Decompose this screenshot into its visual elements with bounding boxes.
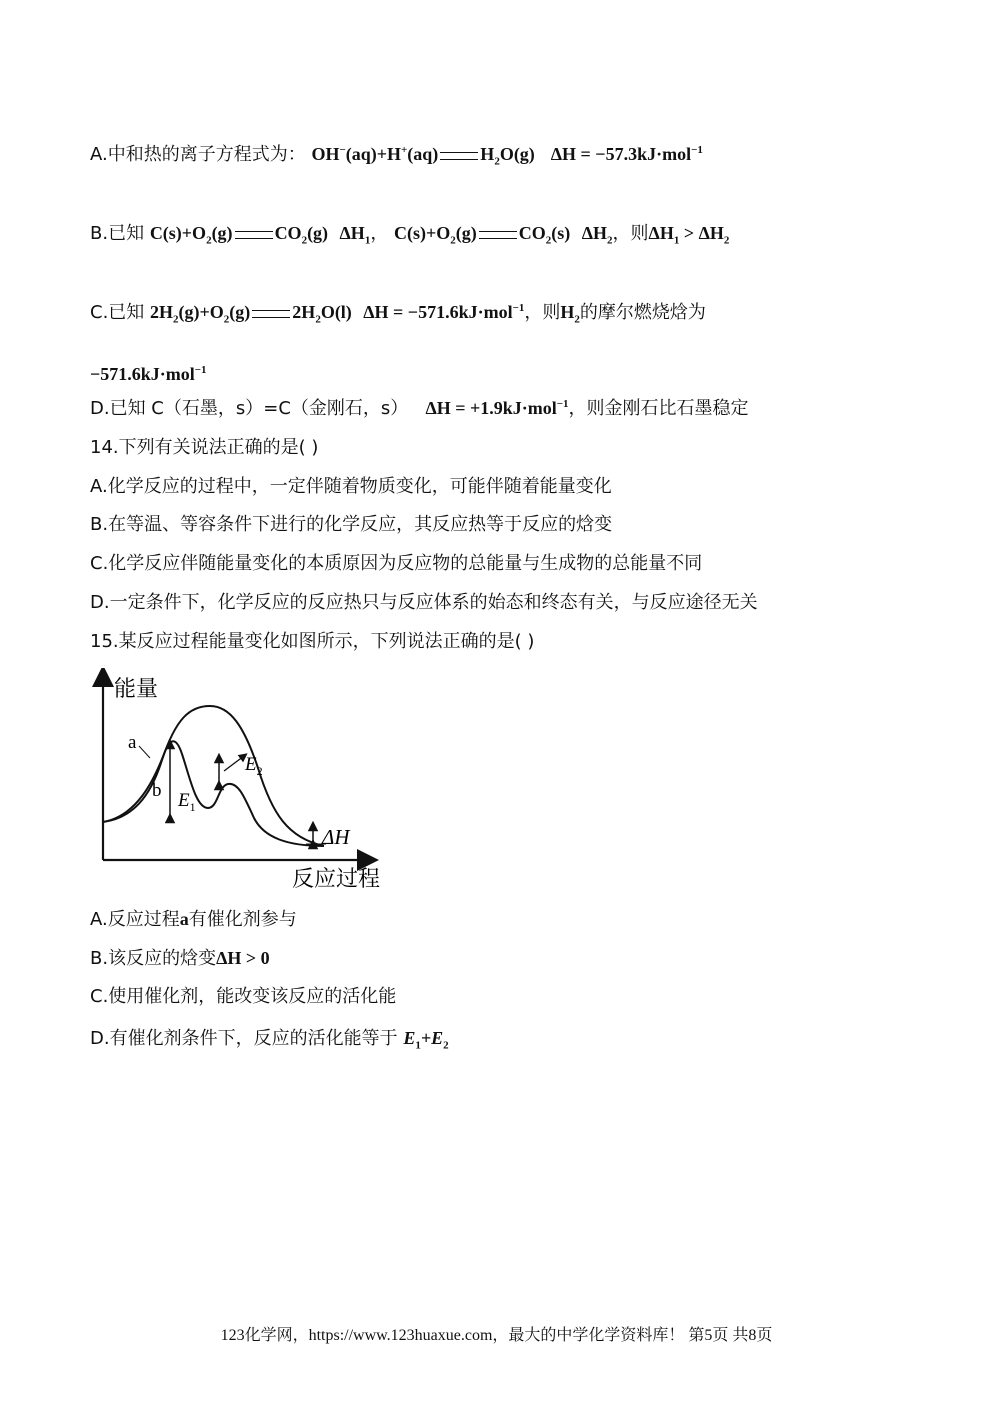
q14-stem: 14.下列有关说法正确的是( ) — [90, 437, 319, 458]
q13-option-c-continued: −571.6kJ·mol$^{-1}$ — [90, 364, 207, 384]
q15-option-d: D.有催化剂条件下，反应的活化能等于 $E_1+E_2$ — [90, 1028, 449, 1052]
q14-option-b: B.在等温、等容条件下进行的化学反应，其反应热等于反应的焓变 — [90, 514, 613, 535]
curve-a — [103, 706, 324, 846]
q13-option-a — [90, 142, 703, 167]
equals-sign-icon — [235, 231, 273, 239]
neutralization-equation: OH−(aq)+H+(aq) $H_2O(g)$ — [311, 144, 535, 168]
e2-label: $E_2$ — [245, 754, 263, 778]
energy-diagram — [92, 668, 402, 896]
curve-b-label: b — [152, 780, 162, 801]
equation-1: $C(s)+O_2(g)$ $CO_2(g)$ — [149, 223, 329, 247]
q15-option-b: B.该反应的焓变ΔH > 0 — [90, 948, 270, 969]
q13-option-d: D.已知 C（石墨，s）=C（金刚石，s） ΔH = +1.9kJ·mol$^{-1}$，则金刚石比石墨稳定 — [90, 398, 749, 419]
page-footer: 123化学网，https://www.123huaxue.com，最大的中学化学资料库！ 第5页 共8页 — [220, 1327, 773, 1344]
equals-sign-icon — [252, 310, 290, 318]
q15-option-a: A.反应过程a有催化剂参与 — [90, 909, 297, 930]
y-axis-label: 能量 — [114, 677, 159, 702]
e2-pointer — [224, 756, 244, 771]
dh-label: ΔH — [322, 825, 350, 849]
e1-label: $E_1$ — [178, 790, 196, 814]
option-text: A.中和热的离子方程式为： — [90, 144, 306, 165]
q15-option-c: C.使用催化剂，能改变该反应的活化能 — [90, 986, 397, 1007]
enthalpy-value: ΔH = −57.3kJ·mol$^{-1}$ — [550, 144, 703, 164]
q14-option-d: D.一定条件下，化学反应的反应热只与反应体系的始态和终态有关，与反应途径无关 — [90, 592, 758, 613]
x-axis-label: 反应过程 — [292, 867, 381, 892]
q14-option-c: C.化学反应伴随能量变化的本质原因为反应物的总能量与生成物的总能量不同 — [90, 553, 703, 574]
q14-option-a: A.化学反应的过程中，一定伴随着物质变化，可能伴随着能量变化 — [90, 476, 612, 497]
curve-a-label: a — [128, 732, 137, 753]
q13-option-c: C.已知 $2H_2(g)+O_2(g)$ $2H_2O(l) \Delta H = -571.6kJ\cdot mol^{-1}$，则$H_2$的摩尔燃烧焓为 — [90, 302, 706, 326]
q15-stem: 15.某反应过程能量变化如图所示，下列说法正确的是( ) — [90, 631, 535, 652]
q13-option-b: B.已知 $C(s)+O_2(g)$ $CO_2(g)$ $\Delta H_1$， $C(s)+O_2(g)$ $CO_2(s)$ $\Delta H_2$，则$\Delta H_1 > \Delta H_2$ — [90, 223, 730, 247]
combustion-equation: $2H_2(g)+O_2(g)$ $2H_2O(l)$ — [150, 302, 352, 326]
equals-sign-icon — [440, 152, 478, 160]
equation-2: $C(s)+O_2(g)$ $CO_2(s)$ — [394, 223, 571, 247]
equals-sign-icon — [479, 231, 517, 239]
